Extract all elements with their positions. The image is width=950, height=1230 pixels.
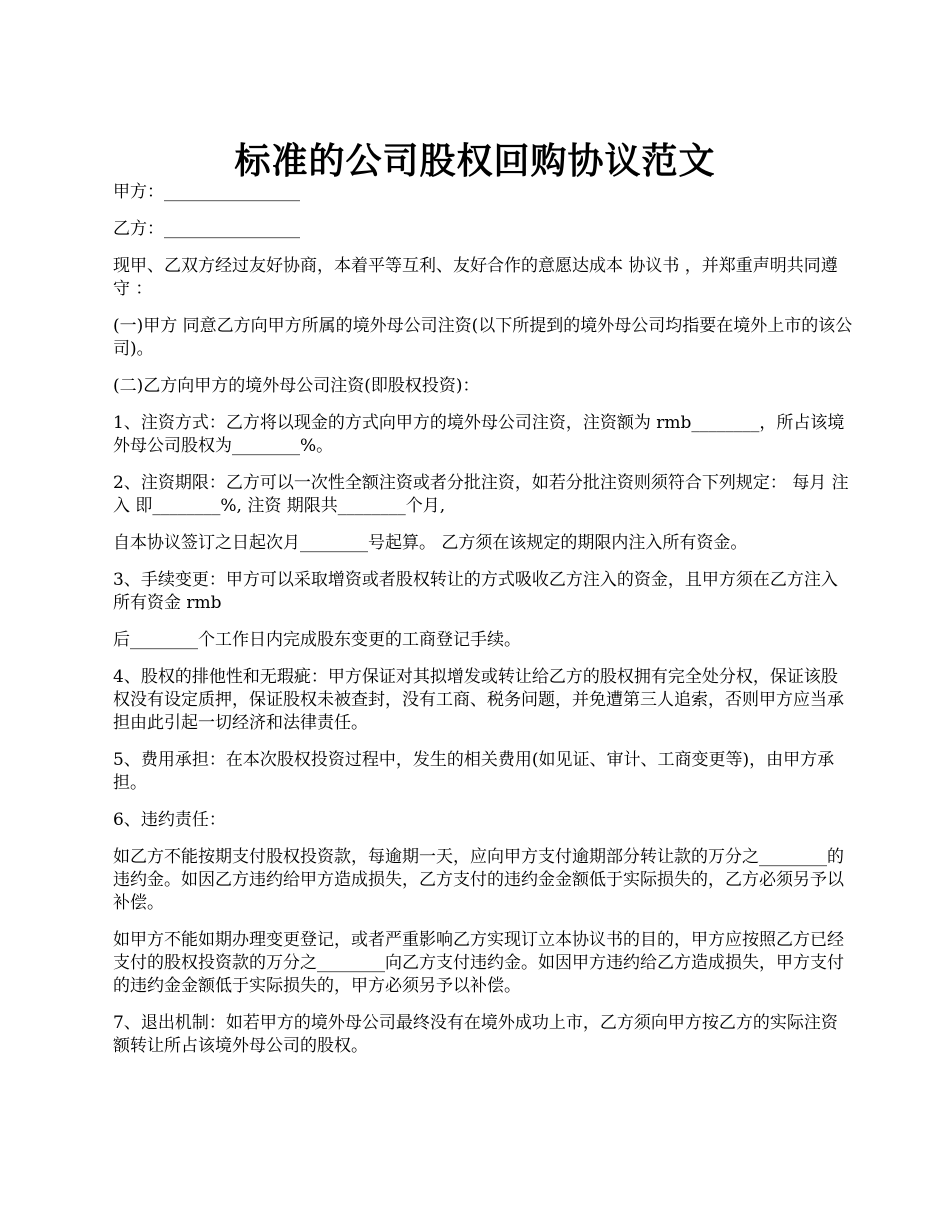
clause-one-paragraph: (一)甲方 同意乙方向甲方所属的境外母公司注资(以下所提到的境外母公司均指要在境外上市的该公司)。 [113,316,853,359]
clause-two-heading: (二)乙方向甲方的境外母公司注资(即股权投资)： [113,376,480,396]
party-a-breach-paragraph: 如甲方不能如期办理变更登记，或者严重影响乙方实现订立本协议书的目的，甲方应按照乙方已经支付的股权投资款的万分之________向乙方支付违约金。如因甲方违约给乙方造成损失，甲方支付的违约金金额低于实际损失的，甲方必须另予以补偿。 [113,930,844,996]
investment-method-paragraph: 1、注资方式：乙方将以现金的方式向甲方的境外母公司注资，注资额为 rmb________，所占该境外母公司股权为________%。 [113,413,845,456]
expense-paragraph: 5、费用承担：在本次股权投资过程中，发生的相关费用(如见证、审计、工商变更等)，由甲方承担。 [113,750,835,793]
party-b-breach-paragraph: 如乙方不能按期支付股权投资款，每逾期一天，应向甲方支付逾期部分转让款的万分之________的违约金。如因乙方违约给甲方造成损失，乙方支付的违约金金额低于实际损失的，乙方必须另予以补偿。 [113,847,844,913]
investment-term-start-paragraph: 自本协议签订之日起次月________号起算。 乙方须在该规定的期限内注入所有资金。 [113,533,748,553]
exit-mechanism-paragraph: 7、退出机制：如若甲方的境外母公司最终没有在境外成功上市，乙方须向甲方按乙方的实际注资额转让所占该境外母公司的股权。 [113,1013,838,1056]
document-title: 标准的公司股权回购协议范文 [234,140,716,183]
party-a-line: 甲方：________________ [113,182,300,202]
breach-heading: 6、违约责任： [113,810,226,830]
procedure-deadline-paragraph: 后________个工作日内完成股东变更的工商登记手续。 [113,630,521,650]
party-b-line: 乙方：________________ [113,219,300,239]
investment-term-paragraph: 2、注资期限：乙方可以一次性全额注资或者分批注资，如若分批注资则须符合下列规定： 每月 注入 即________%, 注资 期限共________个月, [113,473,849,516]
preamble-paragraph: 现甲、乙双方经过友好协商，本着平等互利、友好合作的意愿达成本 协议书 ，并郑重声明共同遵守 ： [113,256,838,299]
equity-warranty-paragraph: 4、股权的排他性和无瑕疵：甲方保证对其拟增发或转让给乙方的股权拥有完全处分权，保证该股权没有设定质押，保证股权未被查封，没有工商、税务问题，并免遭第三人追索，否则甲方应当承担由此引起一切经济和法律责任。 [113,667,844,733]
procedure-change-paragraph: 3、手续变更：甲方可以采取增资或者股权转让的方式吸收乙方注入的资金，且甲方须在乙方注入所有资金 rmb [113,570,838,613]
document-body [113,181,853,1072]
